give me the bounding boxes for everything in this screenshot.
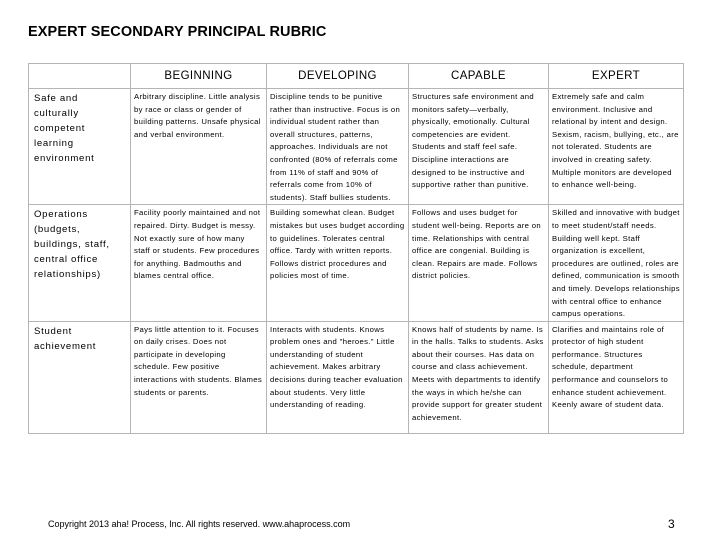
expert-cell: Clarifies and maintains role of protector of high student performance. Structures schedule, department performance and counselors to enhance student achievement. Keenly aware of student data. [549, 321, 684, 433]
beginning-cell: Pays little attention to it. Focuses on daily crises. Does not participate in developing schedule. Few positive interactions with students. Blames students or parents. [131, 321, 267, 433]
header-capable: CAPABLE [409, 64, 549, 89]
developing-cell: Discipline tends to be punitive rather than instructive. Focus is on individual student rather than overall structures, patterns, approaches. Individuals are not confronted (80% of referrals come from 11% of staff and 90% of referrals come from 10% of students). Staff bullies students. [267, 89, 409, 205]
beginning-cell: Facility poorly maintained and not repaired. Dirty. Budget is messy. Not exactly sure of how many staff or students. Few procedures for anything. Badmouths and blames central office. [131, 205, 267, 321]
header-row [29, 64, 684, 89]
criterion-cell: Safe and culturally competent learning environment [29, 89, 131, 205]
developing-cell: Building somewhat clean. Budget mistakes but uses budget according to guidelines. Tolerates central office. Tardy with written reports. Follows district procedures and policies most of time. [267, 205, 409, 321]
copyright-footer: Copyright 2013 aha! Process, Inc. All rights reserved. www.ahaprocess.com [48, 519, 351, 529]
document-title: EXPERT SECONDARY PRINCIPAL RUBRIC [28, 24, 327, 40]
capable-cell: Follows and uses budget for student well-being. Reports are on time. Relationships with central office are congenial. Building is clean. Repairs are made. Follows district policies. [409, 205, 549, 321]
header-expert: EXPERT [549, 64, 684, 89]
criterion-cell: Student achievement [29, 321, 131, 433]
table-row [29, 89, 684, 205]
table-row [29, 321, 684, 433]
table-row [29, 205, 684, 321]
header-blank [29, 64, 131, 89]
expert-cell: Skilled and innovative with budget to meet student/staff needs. Building well kept. Staff organization is excellent, procedures are outlined, roles are defined, communication is smooth and timely. Develops relationships with central office to enhance campus operations. [549, 205, 684, 321]
rubric-table [28, 63, 684, 434]
page-number: 3 [668, 517, 675, 531]
capable-cell: Knows half of students by name. Is in the halls. Talks to students. Asks about their courses. Has data on course and class achievement. Meets with departments to identify the ways in which he/she can provide support for greater student achievement. [409, 321, 549, 433]
header-developing: DEVELOPING [267, 64, 409, 89]
expert-cell: Extremely safe and calm environment. Inclusive and relational by intent and design. Sexism, racism, bullying, etc., are not tolerated. Students are involved in creating safety. Multiple monitors are developed to enhance well-being. [549, 89, 684, 205]
developing-cell: Interacts with students. Knows problem ones and "heroes." Little understanding of student achievement. Makes arbitrary decisions during teacher evaluation about students. Very little understanding of reading. [267, 321, 409, 433]
beginning-cell: Arbitrary discipline. Little analysis by race or class or gender of building patterns. Unsafe physical and verbal environment. [131, 89, 267, 205]
criterion-cell: Operations (budgets, buildings, staff, central office relationships) [29, 205, 131, 321]
header-beginning: BEGINNING [131, 64, 267, 89]
capable-cell: Structures safe environment and monitors safety—verbally, physically, emotionally. Cultural competencies are evident. Students and staff feel safe. Discipline interactions are designed to be instructive and supportive rather than punitive. [409, 89, 549, 205]
